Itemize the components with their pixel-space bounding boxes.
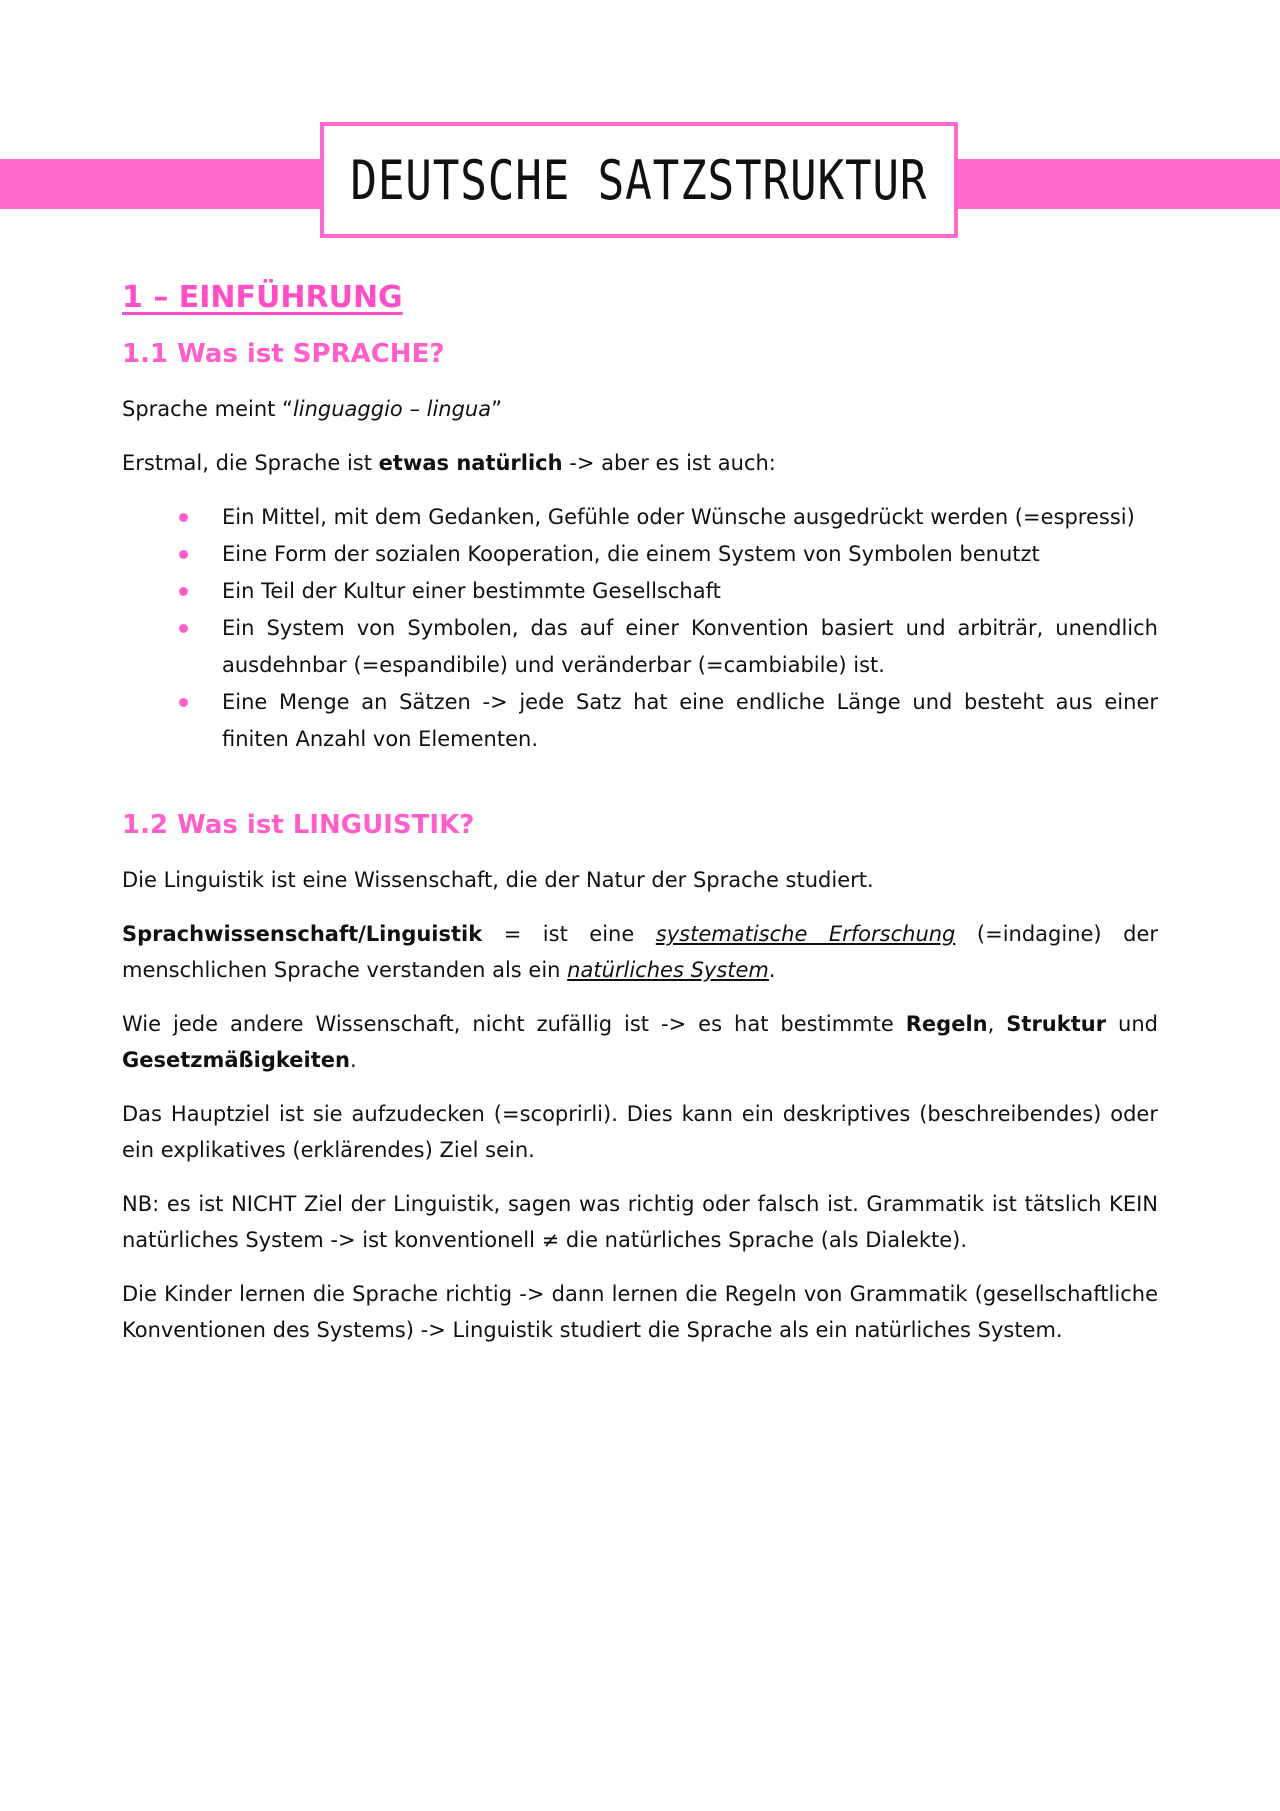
bold-term: etwas natürlich (378, 451, 563, 475)
page-title: DEUTSCHE SATZSTRUKTUR (350, 148, 928, 212)
section-heading-1-1: 1.1 Was ist SPRACHE? (122, 339, 445, 369)
paragraph-wissenschaft: Wie jede andere Wissenschaft, nicht zufällig ist -> es hat bestimmte Regeln, Struktur und Gesetzmäßigkeiten. (122, 1012, 1159, 1072)
bullet-icon (179, 550, 188, 559)
bullet-list (122, 499, 1158, 758)
list-item: Ein Teil der Kultur einer bestimmte Gesellschaft (122, 573, 1158, 610)
bullet-icon (179, 698, 188, 707)
italic-term: linguaggio – lingua (292, 397, 492, 421)
paragraph-kinder: Die Kinder lernen die Sprache richtig -> dann lernen die Regeln von Grammatik (gesellschaftliche Konventionen des Systems) -> Linguistik studiert die Sprache als ein natürliches System. (122, 1282, 1158, 1342)
paragraph-erstmal: Erstmal, die Sprache ist etwas natürlich -> aber es ist auch: (122, 451, 776, 475)
section-heading-1-2: 1.2 Was ist LINGUISTIK? (122, 810, 475, 840)
section-heading-1: 1 – EINFÜHRUNG (122, 280, 403, 315)
bullet-icon (179, 624, 188, 633)
paragraph-linguistik-definition: Die Linguistik ist eine Wissenschaft, die der Natur der Sprache studiert. (122, 868, 874, 892)
bullet-icon (179, 587, 188, 596)
paragraph-sprachwissenschaft: Sprachwissenschaft/Linguistik = ist eine systematische Erforschung (=indagine) der menschlichen Sprache verstanden als ein natürliches System. (122, 922, 1159, 982)
document-body (122, 280, 1158, 1366)
list-item: Ein Mittel, mit dem Gedanken, Gefühle oder Wünsche ausgedrückt werden (=espressi) (122, 499, 1158, 536)
bullet-icon (179, 513, 188, 522)
list-item: Eine Menge an Sätzen -> jede Satz hat eine endliche Länge und besteht aus einer finiten Anzahl von Elementen. (122, 684, 1158, 758)
list-item: Ein System von Symbolen, das auf einer Konvention basiert und arbiträr, unendlich ausdehnbar (=espandibile) und veränderbar (=cambiabile) ist. (122, 610, 1158, 684)
paragraph-hauptziel: Das Hauptziel ist sie aufzudecken (=scoprirli). Dies kann ein deskriptives (beschreibendes) oder ein explikatives (erklärendes) Ziel sein. (122, 1102, 1158, 1162)
title-box (320, 122, 958, 238)
paragraph-nb: NB: es ist NICHT Ziel der Linguistik, sagen was richtig oder falsch ist. Grammatik ist tätslich KEIN natürliches System -> ist konventionell ≠ die natürliches Sprache (als Dialekte). (122, 1192, 1158, 1252)
paragraph-sprache-meint: Sprache meint “linguaggio – lingua” (122, 397, 502, 421)
list-item: Eine Form der sozialen Kooperation, die einem System von Symbolen benutzt (122, 536, 1158, 573)
